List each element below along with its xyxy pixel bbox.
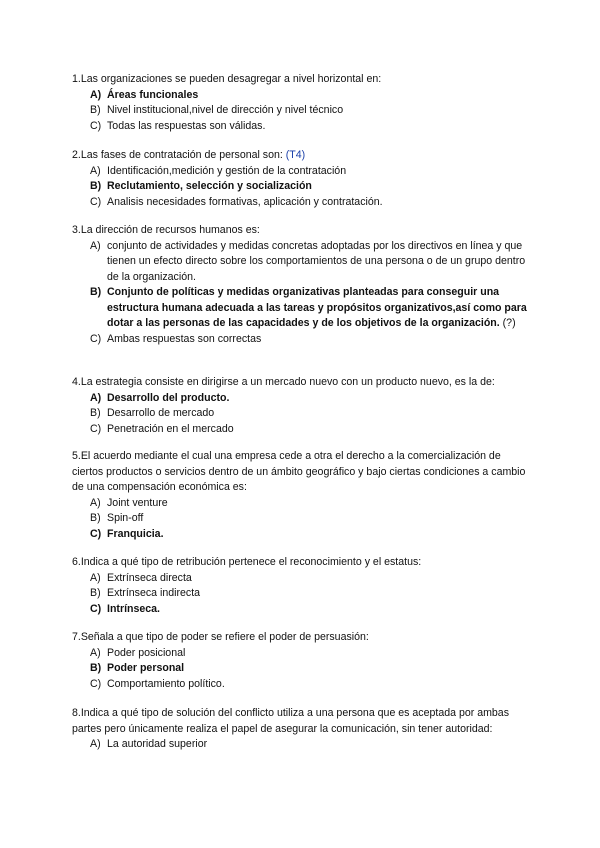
answer-option	[72, 88, 532, 104]
option-letter: B)	[90, 407, 101, 419]
option-letter: C)	[90, 677, 102, 690]
option-letter: A)	[90, 88, 102, 101]
option-letter: B)	[90, 512, 101, 524]
question-label: 1.Las organizaciones se pueden desagregar a nivel horizontal en:	[72, 73, 382, 85]
answer-option	[72, 571, 532, 587]
answer-option	[72, 586, 532, 602]
option-text: Penetración en el mercado	[107, 422, 234, 435]
option-list	[72, 239, 532, 348]
option-letter: A)	[90, 164, 101, 177]
option-text: Comportamiento político.	[107, 677, 225, 690]
option-text: Todas las respuestas son válidas.	[107, 119, 266, 132]
option-letter: B)	[90, 104, 101, 116]
option-text: Spin-off	[107, 512, 144, 524]
question-2	[72, 148, 532, 210]
answer-option	[72, 164, 532, 180]
option-list	[72, 164, 532, 211]
question-3	[72, 223, 532, 347]
option-text: Conjunto de políticas y medidas organizativas planteadas para conseguir una estructura humana adecuada a las tareas y propósitos organizativos,así como para dotar a las personas de las capacidades y de los objetivos de la organización.	[107, 286, 527, 329]
answer-option	[72, 391, 532, 407]
question-text	[72, 555, 532, 571]
answer-option	[72, 677, 532, 693]
answer-option	[72, 602, 532, 618]
option-text: Poder personal	[107, 662, 185, 674]
option-letter: C)	[90, 195, 102, 208]
option-letter: B)	[90, 587, 101, 599]
option-text: Identificación,medición y gestión de la contratación	[107, 164, 347, 177]
option-letter: C)	[90, 119, 102, 132]
option-text: Desarrollo del producto.	[107, 391, 230, 404]
answer-option	[72, 511, 532, 527]
option-text: Nivel institucional,nivel de dirección y nivel técnico	[107, 104, 344, 116]
answer-option	[72, 422, 532, 438]
answer-option	[72, 646, 532, 662]
option-list	[72, 391, 532, 438]
answer-option	[72, 195, 532, 211]
question-text	[72, 375, 532, 391]
option-letter: C)	[90, 527, 102, 540]
question-text	[72, 449, 532, 496]
option-text: Áreas funcionales	[107, 88, 199, 101]
question-label: 6.Indica a qué tipo de retribución pertenece el reconocimiento y el estatus:	[72, 556, 422, 568]
question-text	[72, 148, 532, 164]
question-text	[72, 223, 532, 239]
option-text: Desarrollo de mercado	[107, 407, 215, 419]
option-text: Poder posicional	[107, 646, 186, 659]
option-letter: A)	[90, 496, 101, 509]
option-list	[72, 571, 532, 618]
question-4	[72, 375, 532, 437]
option-letter: B)	[90, 180, 102, 192]
question-6	[72, 555, 532, 617]
option-text: conjunto de actividades y medidas concretas adoptadas por los directivos en línea y que tienen un efecto directo sobre los comportamientos de una persona o de un grupo dentro de la organización.	[107, 239, 526, 283]
answer-option	[72, 406, 532, 422]
question-label: 3.La dirección de recursos humanos es:	[72, 224, 260, 236]
topic-tag: (T4)	[285, 149, 306, 161]
option-list	[72, 737, 532, 753]
option-letter: A)	[90, 239, 101, 252]
answer-option	[72, 332, 532, 348]
option-text: Franquicia.	[107, 527, 164, 540]
question-7	[72, 630, 532, 692]
question-8	[72, 706, 532, 753]
option-list	[72, 646, 532, 693]
answer-option	[72, 285, 532, 332]
question-text	[72, 706, 532, 737]
option-letter: B)	[90, 286, 102, 298]
option-text: Reclutamiento, selección y socialización	[107, 180, 312, 192]
question-5	[72, 449, 532, 542]
answer-option	[72, 661, 532, 677]
answer-option	[72, 496, 532, 512]
option-text: Extrínseca indirecta	[107, 587, 201, 599]
question-label: 7.Señala a que tipo de poder se refiere el poder de persuasión:	[72, 631, 369, 643]
option-note: (?)	[499, 317, 516, 329]
answer-option	[72, 527, 532, 543]
answer-option	[72, 239, 532, 286]
option-letter: C)	[90, 422, 102, 435]
option-letter: C)	[90, 332, 102, 345]
answer-option	[72, 737, 532, 753]
question-1	[72, 72, 532, 134]
question-text	[72, 72, 532, 88]
option-letter: A)	[90, 571, 101, 584]
option-text: Intrínseca.	[107, 602, 160, 615]
option-letter: A)	[90, 391, 102, 404]
answer-option	[72, 119, 532, 135]
option-text: La autoridad superior	[107, 738, 208, 750]
question-text	[72, 630, 532, 646]
option-letter: C)	[90, 602, 102, 615]
question-label: 8.Indica a qué tipo de solución del conflicto utiliza a una persona que es aceptada por ambas partes pero únicamente realiza el papel de asegurar la comunicación, sin tener autoridad:	[72, 707, 512, 735]
option-text: Ambas respuestas son correctas	[107, 332, 262, 345]
option-letter: A)	[90, 738, 101, 750]
question-label: 5.El acuerdo mediante el cual una empresa cede a otra el derecho a la comercialización de ciertos productos o servicios dentro de un ámbito geográfico y bajo ciertas condiciones a cambio de una compensación económica es:	[72, 450, 529, 493]
answer-option	[72, 103, 532, 119]
answer-option	[72, 179, 532, 195]
option-text: Joint venture	[107, 496, 168, 509]
question-label: 2.Las fases de contratación de personal son:	[72, 149, 286, 161]
option-text: Extrínseca directa	[107, 571, 192, 584]
option-letter: B)	[90, 662, 102, 674]
option-list	[72, 88, 532, 135]
question-label: 4.La estrategia consiste en dirigirse a un mercado nuevo con un producto nuevo, es la de:	[72, 376, 495, 388]
option-text: Analisis necesidades formativas, aplicación y contratación.	[107, 195, 383, 208]
option-list	[72, 496, 532, 543]
option-letter: A)	[90, 646, 101, 659]
